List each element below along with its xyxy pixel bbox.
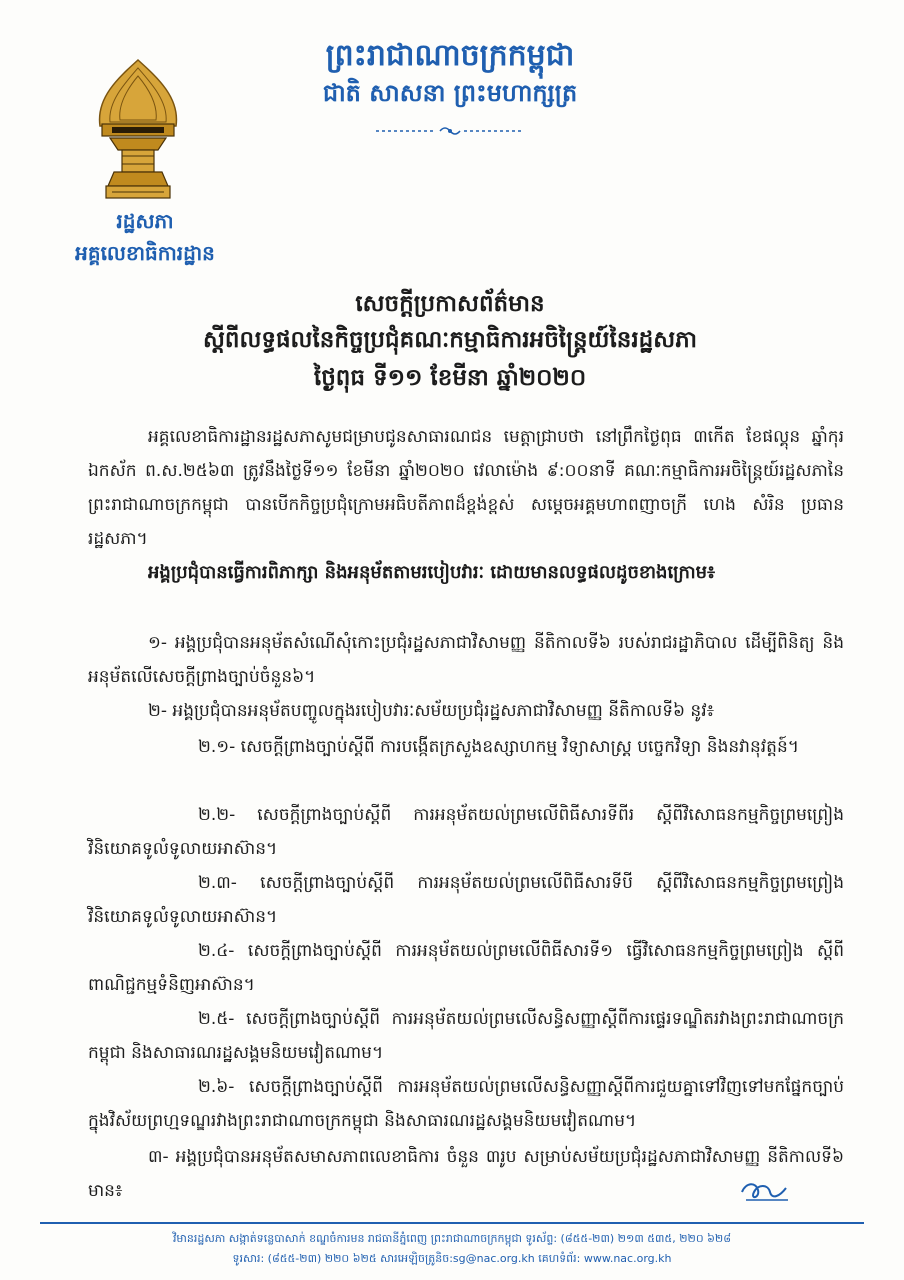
- footer-contact: ទូរសារ: (៨៥៥-២៣) ២២០ ៦២៥ សារអេឡិចត្រូនិច:sg@nac.org.kh គេហទំព័រ: www.nac.org.kh: [232, 1252, 672, 1265]
- ornament-divider-icon: [370, 124, 530, 138]
- document-date: ថ្ងៃពុធ ទី១១ ខែមីនា ឆ្នាំ២០២០: [313, 365, 587, 391]
- sub-item-2-3: ២.៣- សេចក្តីព្រាងច្បាប់ស្តីពី ការអនុម័តយល់ព្រមលើពិធីសារទីបី ស្តីពីវិសោធនកម្មកិច្ចព្រមព្រៀងវិនិយោគទូលំទូលាយអាស៊ាន។: [88, 873, 844, 927]
- footer-address: វិមានរដ្ឋសភា សង្កាត់ទន្លេបាសាក់ ខណ្ឌចំការមន រាជធានីភ្នំពេញ ព្រះរាជាណាចក្រកម្ពុជា ទូរស័ព្ទ: (៨៥៥-២៣) ២១៣ ៥៣៥, ២២០ ៦២៨: [172, 1232, 732, 1245]
- motto-header: ជាតិ សាសនា ព្រះមហាក្សត្រ: [322, 79, 578, 107]
- sub-item-2-6: ២.៦- សេចក្តីព្រាងច្បាប់ស្តីពី ការអនុម័តយល់ព្រមលើសន្ធិសញ្ញាស្តីពីការជួយគ្នាទៅវិញទៅមកផ្នែកច្បាប់ ក្នុងវិស័យព្រហ្មទណ្ឌរវាងព្រះរាជាណាចក្រកម្ពុជា និងសាធារណរដ្ឋសង្គមនិយមវៀតណាម។: [88, 1077, 844, 1131]
- intro-paragraph: អគ្គលេខាធិការដ្ឋានរដ្ឋសភាសូមជម្រាបជូនសាធារណជន មេត្តាជ្រាបថា នៅព្រឹកថ្ងៃពុធ ៣កើត ខែផល្គុន ឆ្នាំកុរ ឯកស័ក ព.ស.២៥៦៣ ត្រូវនឹងថ្ងៃទី១១ ខែមីនា ឆ្នាំ២០២០ វេលាម៉ោង ៩:០០នាទី គណៈកម្មាធិការអចិន្ត្រៃយ៍រដ្ឋសភានៃព្រះរាជាណាចក្រកម្ពុជា បានបើកកិច្ចប្រជុំក្រោមអធិបតីភាពដ៏ខ្ពង់ខ្ពស់ សម្តេចអគ្គមហាពញាចក្រី ហេង សំរិន ប្រធានរដ្ឋសភា។: [88, 427, 844, 549]
- lead-paragraph: អង្គប្រជុំបានធ្វើការពិភាក្សា និងអនុម័តតាមរបៀបវារៈ ដោយមានលទ្ធផលដូចខាងក្រោម៖: [148, 562, 715, 583]
- institution-name: រដ្ឋសភា: [116, 209, 174, 233]
- document-title: សេចក្តីប្រកាសព័ត៌មាន: [355, 291, 545, 317]
- footer-divider: [40, 1222, 864, 1224]
- institution-department: អគ្គលេខាធិការដ្ឋាន: [75, 241, 215, 265]
- sub-item-2-1: ២.១- សេចក្តីព្រាងច្បាប់ស្តីពី ការបង្កើតក្រសួងឧស្សាហកម្ម វិទ្យាសាស្ត្រ បច្ចេកវិទ្យា និងនវានុវត្តន៍។: [198, 737, 799, 757]
- item-2: ២- អង្គប្រជុំបានអនុម័តបញ្ចូលក្នុងរបៀបវារៈសម័យប្រជុំរដ្ឋសភាជាវិសាមញ្ញ នីតិកាលទី៦ នូវ៖: [148, 701, 715, 721]
- item-3: ៣- អង្គប្រជុំបានអនុម័តសមាសភាពលេខាធិការ ចំនួន ៣រូប សម្រាប់សម័យប្រជុំរដ្ឋសភាជាវិសាមញ្ញ នីតិកាលទី៦ មាន៖: [88, 1147, 844, 1201]
- kingdom-header: ព្រះរាជាណាចក្រកម្ពុជា: [325, 38, 575, 73]
- parliament-emblem-icon: [88, 58, 188, 208]
- sub-item-2-2: ២.២- សេចក្តីព្រាងច្បាប់ស្តីពី ការអនុម័តយល់ព្រមលើពិធីសារទីពីរ ស្តីពីវិសោធនកម្មកិច្ចព្រមព្រៀងវិនិយោគទូលំទូលាយអាស៊ាន។: [88, 805, 844, 859]
- item-1: ១- អង្គប្រជុំបានអនុម័តសំណើសុំកោះប្រជុំរដ្ឋសភាជាវិសាមញ្ញ នីតិកាលទី៦ របស់រាជរដ្ឋាភិបាល ដើម្បីពិនិត្យ និងអនុម័តលើសេចក្តីព្រាងច្បាប់ចំនួន៦។: [88, 633, 844, 687]
- document-subtitle: ស្តីពីលទ្ធផលនៃកិច្ចប្រជុំគណៈកម្មាធិការអចិន្ត្រៃយ៍នៃរដ្ឋសភា: [202, 327, 698, 353]
- initials-signature-icon: [736, 1178, 796, 1206]
- sub-item-2-5: ២.៥- សេចក្តីព្រាងច្បាប់ស្តីពី ការអនុម័តយល់ព្រមលើសន្ធិសញ្ញាស្តីពីការផ្ទេរទណ្ឌិតរវាងព្រះរាជាណាចក្រកម្ពុជា និងសាធារណរដ្ឋសង្គមនិយមវៀតណាម។: [88, 1009, 844, 1063]
- sub-item-2-4: ២.៤- សេចក្តីព្រាងច្បាប់ស្តីពី ការអនុម័តយល់ព្រមលើពិធីសារទី១ ធ្វើវិសោធនកម្មកិច្ចព្រមព្រៀង ស្តីពីពាណិជ្ជកម្មទំនិញអាស៊ាន។: [88, 941, 844, 995]
